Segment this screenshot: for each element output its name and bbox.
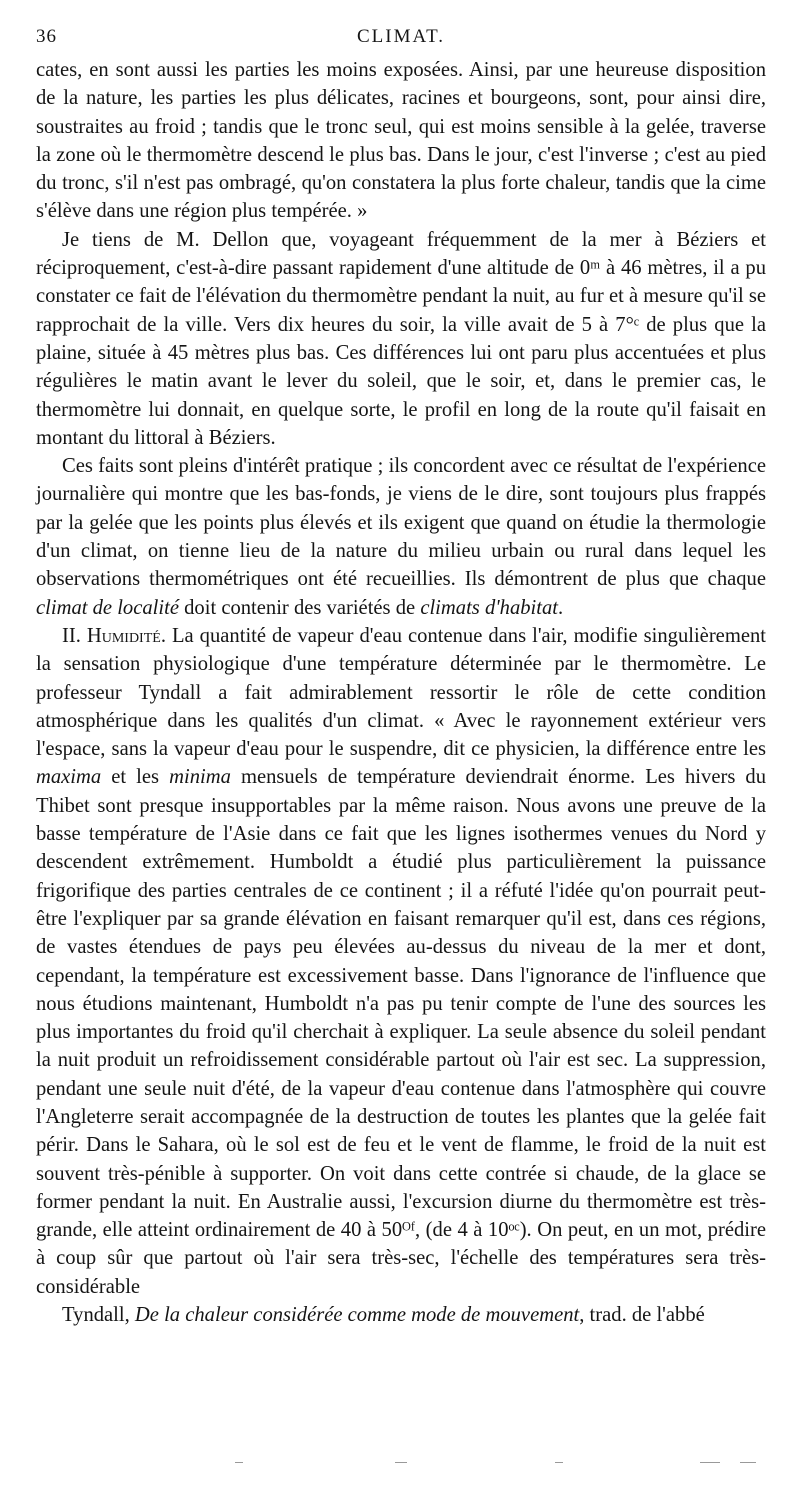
- running-head: [36, 26, 766, 56]
- footnote-text: , trad. de l'abbé: [579, 1304, 705, 1327]
- paragraph-text: .: [558, 596, 564, 619]
- paragraph-text: La quantité de vapeur d'eau contenue dans l'air, modifie singulièrement la sensation physiologique d'une température déterminée par le thermomètre. Le professeur Tyndall a fait admirablement ressortir le rôle de cette condition atmosphérique dans les qualités d'un climat. « Avec le rayonnement extérieur vers l'espace, sans la vapeur d'eau pour le suspendre, dit ce physicien, la différence entre les: [36, 624, 766, 761]
- body-text: [36, 56, 766, 1329]
- running-title: CLIMAT.: [356, 26, 446, 47]
- page-bottom-marks: [0, 1456, 800, 1476]
- scan-mark: [740, 1462, 756, 1463]
- page-number: 36: [36, 26, 57, 47]
- paragraph-continuation: cates, en sont aussi les parties les moins exposées. Ainsi, par une heureuse disposition de la nature, les parties les plus délicates, racines et bourgeons, sont, pour ainsi dire, soustraites au froid ; tandis que le tronc seul, qui est moins sensible à la gelée, traverse la zone où le thermomètre descend le plus bas. Dans le jour, c'est l'inverse ; c'est au pied du tronc, s'il n'est pas ombragé, qu'on constatera la plus forte chaleur, tandis que la cime s'élève dans une région plus tempérée. »: [36, 59, 766, 223]
- paragraph-text: et les: [101, 766, 170, 789]
- emphasis-maxima: maxima: [36, 766, 102, 789]
- emphasis-climats-habitat: climats d'habitat: [420, 596, 559, 619]
- section-heading: II. Humidité.: [62, 624, 166, 647]
- paragraph-text: mensuels de température deviendrait énorme. Les hivers du Thibet sont presque insupportables par la même raison. Nous avons une preuve de la basse température de l'Asie dans ce fait que les lignes isothermes venues du Nord y descendent extrêmement. Humboldt a étudié plus particulièrement la puissance frigorifique des parties centrales de ce continent ; il a réfuté l'idée qu'on pourrait peut-être l'expliquer par sa grande élévation en faisant remarquer qu'il est, dans ces régions, de vastes étendues de pays peu élevées au-dessus du niveau de la mer et dont, cependant, la température est excessivement basse. Dans l'ignorance de l'influence que nous étudions maintenant, Humboldt n'a pas pu tenir compte de l'une des sources les plus importantes du froid qu'il cherchait à expliquer. La seule absence du soleil pendant la nuit produit un refroidissement considérable partout où l'air est sec. La suppression, pendant une seule nuit d'été, de la vapeur d'eau contenue dans l'atmosphère qui couvre l'Angleterre serait accompagnée de la destruction de toutes les plantes que la gelée fait périr. Dans le Sahara, où le sol est de feu et le vent de flamme, le froid de la nuit est souvent très-pénible à supporter. On voit dans cette contrée si chaude, de la glace se former pendant la nuit. En Australie aussi, l'excursion diurne du thermomètre est très-grande, elle atteint ordinairement de 40 à 50ᴼᶠ, (de 4 à 10ᵒᶜ). On peut, en un mot, prédire à coup sûr que partout où l'air sera très-sec, l'échelle des températures sera très-considérable: [36, 766, 766, 1298]
- emphasis-climat-localite: climat de localité: [36, 596, 179, 619]
- paragraph-text: Ces faits sont pleins d'intérêt pratique ; ils concordent avec ce résultat de l'expérience journalière qui montre que les bas-fonds, je viens de le dire, sont toujours plus frappés par la gelée que les points plus élevés et ils exigent que quand on étudie la thermologie d'un climat, on tienne lieu de la nature du milieu urbain ou rural dans lequel les observations thermométriques ont été recueillies. Ils démontrent de plus que chaque: [36, 455, 766, 591]
- paragraph-text: doit contenir des variétés de: [178, 596, 421, 619]
- footnote-text: Tyndall,: [62, 1304, 135, 1327]
- emphasis-minima: minima: [169, 766, 231, 789]
- scan-mark: [395, 1462, 407, 1463]
- footnote-title: De la chaleur considérée comme mode de mouvement: [134, 1304, 580, 1327]
- footnote-line: [36, 1301, 766, 1329]
- scan-mark: [555, 1462, 563, 1463]
- book-page: [36, 26, 766, 1329]
- paragraph-humidite: [36, 622, 766, 1301]
- paragraph-practical-interest: [36, 452, 766, 622]
- scan-mark: [235, 1462, 243, 1463]
- paragraph-dellon: Je tiens de M. Dellon que, voyageant fréquemment de la mer à Béziers et réciproquement, c'est-à-dire passant rapidement d'une altitude de 0ᵐ à 46 mètres, il a pu constater ce fait de l'élévation du thermomètre pendant la nuit, au fur et à mesure qu'il se rapprochait de la ville. Vers dix heures du soir, la ville avait de 5 à 7°ᶜ de plus que la plaine, située à 45 mètres plus bas. Ces différences lui ont paru plus accentuées et plus régulières le matin avant le lever du soleil, que le soir, et, dans le premier cas, le thermomètre lui donnait, en quelque sorte, le profil en long de la route qu'il faisait en montant du littoral à Béziers.: [36, 228, 766, 449]
- scan-mark: [700, 1462, 720, 1463]
